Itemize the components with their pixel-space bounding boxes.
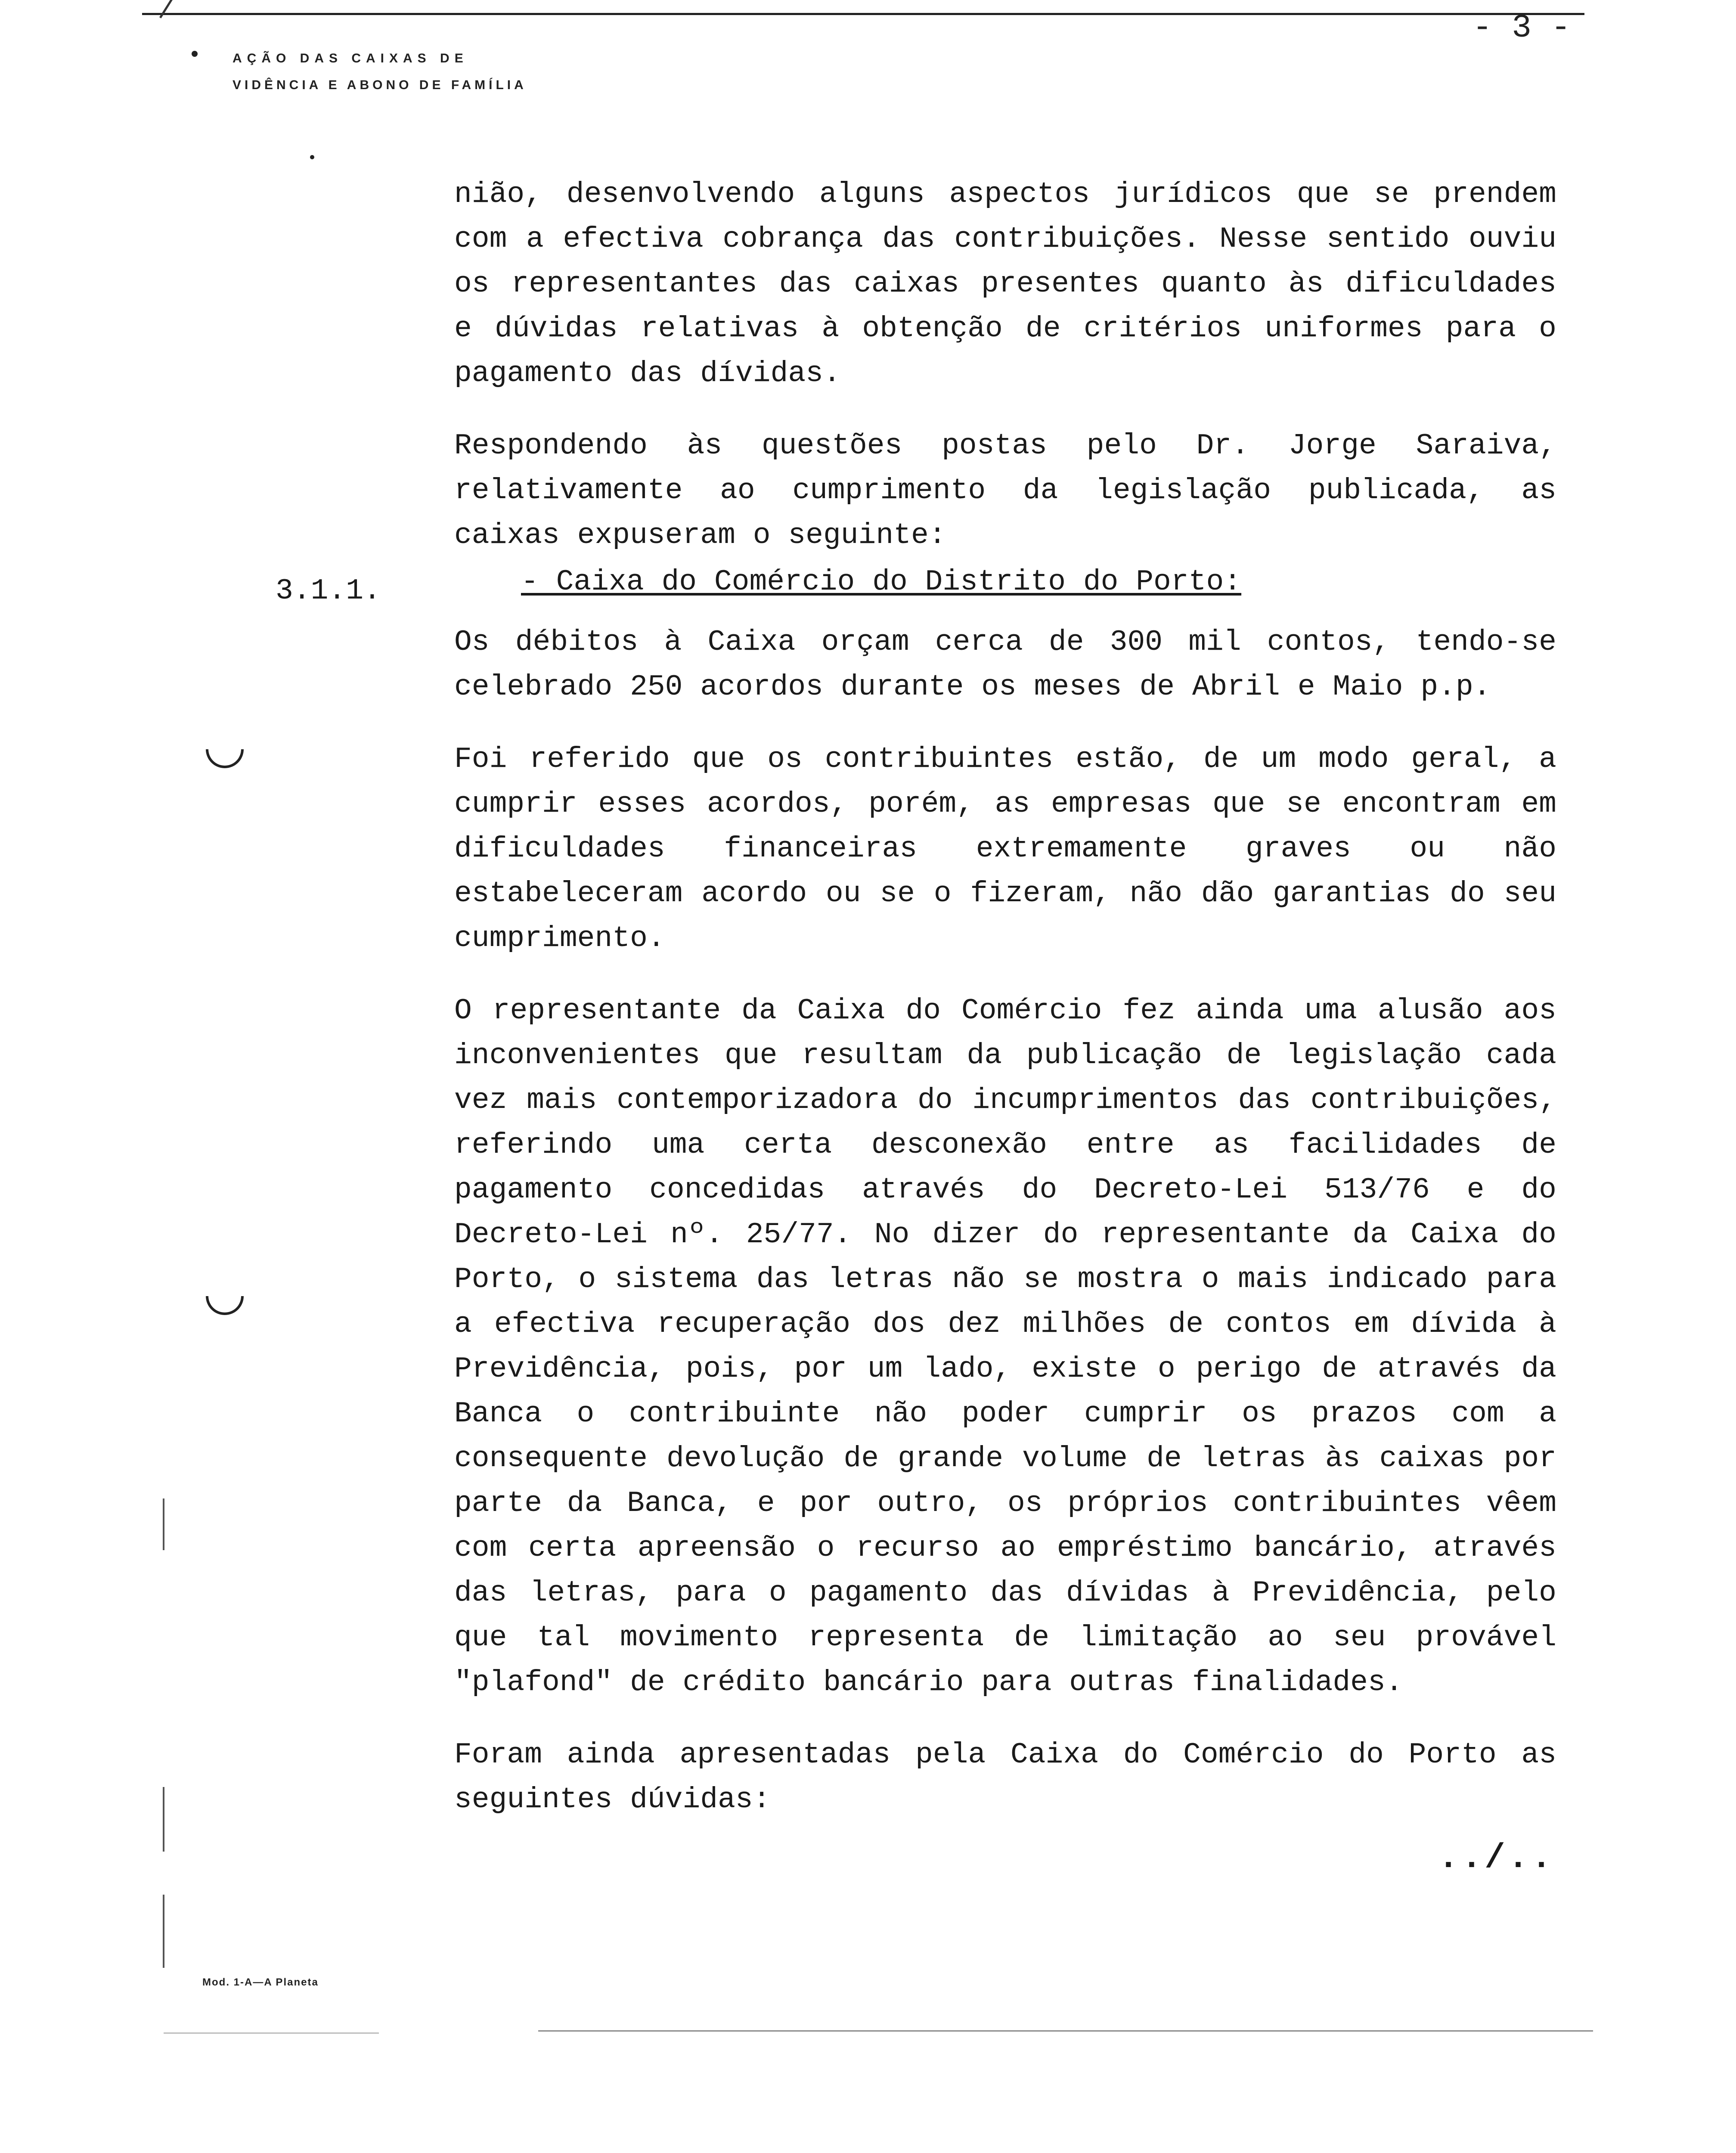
paragraph: nião, desenvolvendo alguns aspectos jurídicos que se prendem com a efectiva cobrança das contribuições. Nesse sentido ouviu os representantes das caixas presentes quanto às dificuldades e dúvidas relativas à obtenção de critérios uniformes para o pagamento das dívidas. — [454, 178, 1556, 390]
section-title — [521, 560, 1241, 605]
page-number: - 3 - — [1472, 9, 1571, 47]
continuation-mark: ../.. — [1438, 1839, 1555, 1878]
intro-text — [454, 172, 1556, 558]
top-rule — [142, 13, 1584, 15]
letterhead — [232, 45, 527, 99]
bottom-rule — [538, 2030, 1593, 2032]
paragraph: Foi referido que os contribuintes estão, de um modo geral, a cumprir esses acordos, porém, as empresas que se encontram em dificuldades financeiras extremamente graves ou não estabeleceram acordo ou se o fizeram, não dão garantias do seu cumprimento. — [454, 743, 1556, 955]
punch-hole — [206, 749, 244, 768]
letterhead-line-2: VIDÊNCIA E ABONO DE FAMÍLIA — [232, 78, 527, 92]
form-code: Mod. 1-A—A Planeta — [202, 1976, 319, 1988]
section-number: 3.1.1. — [276, 574, 381, 608]
margin-mark — [163, 1895, 164, 1968]
corner-stroke — [159, 0, 243, 19]
section-title-text: - Caixa do Comércio do Distrito do Porto: — [521, 565, 1242, 599]
margin-dot — [310, 155, 314, 159]
letterhead-line-1: AÇÃO DAS CAIXAS DE — [232, 51, 468, 65]
paragraph: Foram ainda apresentadas pela Caixa do Comércio do Porto as seguintes dúvidas: — [454, 1738, 1556, 1816]
paragraph: Respondendo às questões postas pelo Dr. Jorge Saraiva, relativamente ao cumprimento da legislação publicada, as caixas expuseram o seguinte: — [454, 429, 1556, 552]
paragraph: Os débitos à Caixa orçam cerca de 300 mil contos, tendo-se celebrado 250 acordos durante os meses de Abril e Maio p.p. — [454, 626, 1556, 704]
header-bullet — [192, 51, 198, 57]
section-text — [454, 620, 1556, 1822]
paragraph: O representante da Caixa do Comércio fez ainda uma alusão aos inconvenientes que resultam da publicação de legislação cada vez mais contemporizadora do incumprimentos das contribuições, referindo uma certa desconexão entre as facilidades de pagamento concedidas através do Decreto-Lei 513/76 e do Decreto-Lei nº. 25/77. No dizer do representante da Caixa do Porto, o sistema das letras não se mostra o mais indicado para a efectiva recuperação dos dez milhões de contos em dívida à Previdência, pois, por um lado, existe o perigo de através da Banca o contribuinte não poder cumprir os prazos com a consequente devolução de grande volume de letras às caixas por parte da Banca, e por outro, os próprios contribuintes vêem com certa apreensão o recurso ao empréstimo bancário, através das letras, para o pagamento das dívidas à Previdência, pelo que tal movimento representa de limitação ao seu provável "plafond" de crédito bancário para outras finalidades. — [454, 994, 1556, 1699]
margin-mark — [163, 1498, 164, 1550]
margin-mark — [163, 1787, 164, 1852]
bottom-rule-left — [164, 2032, 379, 2034]
punch-hole — [206, 1296, 244, 1315]
